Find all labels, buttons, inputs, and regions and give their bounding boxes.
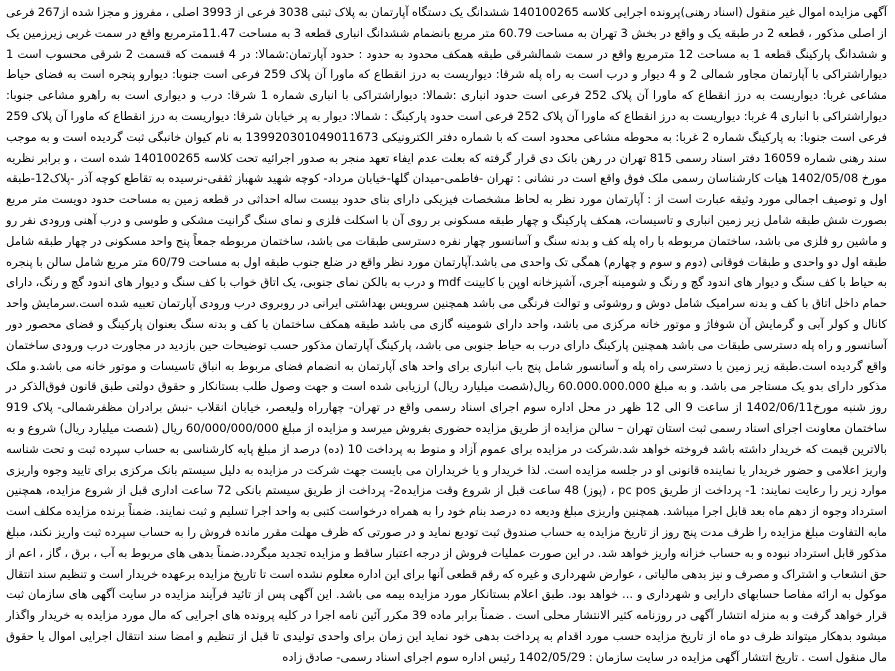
auction-notice-text: آگهی مزایده اموال غیر منقول (اسناد رهنی)پرونده اجرایی کلاسه 140100265 ششدانگ یک دستگاه آپارتمان به پلاک ثبتی 3038 فرعی از 3993 اصلی ، مفروز و مجزا شده از267 فرعی از اصلی مذکور ، قطعه 2 در طبقه یک و واقع در بخش 3 تهران به مساحت 60.79 متر مربع بانضمام ششدانگ انباری قطعه 3 به مساحت 11.47مترمربع واقع در سمت غربی زیرزمین یک و ششدانگ پارکینگ قطعه 1 به مساحت 12 مترمربع واقع در سمت شمالشرقی طبقه همکف محدود به حدود : حدود آپارتمان:شمالا: در 4 قسمت که قسمت 2 شرقی محسوب است 1 دیواراشتراکی با آپارتمان مجاور شمالی 2 و 4 دیوار و درب است به راه پله شرقا: دیواریست به درز انقطاع که ماورا آن پلاک 259 فرعی است جنوبا: دیوارو پنجره است به فضای حیاط مشاعی غربا: دیواریست به درز انقطاع که ماورا آن پلاک 252 فرعی است حدود انباری :شمالا: دیواراشتراکی با انباری شماره 1 شرقا: درب و دیواری است به راهرو مشاعی جنوبا: دیواراشتراکی با انباری 4 غربا: دیواریست به درز انقطاع که ماورا آن پلاک 252 فرعی است حدود پارکینگ : شمالا: دیوار به پر خیابان شرقا: دیواریست به درز انقطاع که ماورا آن پلاک 259 فرعی است جنوبا: به پارکینگ شماره 2 غربا: به محوطه مشاعی محدود است که با شماره دفتر الکترونیکی 139920301049011673 به نام کیوان خانبگی ثبت گردیده است و به موجب سند رهنی شماره 16059 دفتر اسناد رسمی 815 تهران در رهن بانک دی قرار گرفته که بعلت عدم ایفاء تعهد منجر به صدور اجرائیه تحت کلاسه 140100265 شده است ، و برابر نظریه مورخ 1402/05/08 هیات کارشناسان رسمی ملک فوق واقع است در نشانی : تهران -فاطمی-میدان گلها-خیابان مرداد- کوچه شهید شهباز ثقفی-نرسیده به تقاطع کوچه آذر -پلاک12-طبقه اول و توصیف اجمالی مورد وثیقه عبارت است از : آپارتمان مورد نظر به لحاظ مشخصات فیزیکی دارای بنای حدود بیست ساله احداثی در قطعه زمین به مساحت حدود دویست متر مربع بصورت شش طبقه شامل زیر زمین انباری و تاسیسات، همکف پارکینگ و چهار طبقه مسکونی بر روی آن با اسکلت فلزی و نمای سنگ گرانیت مشکی و طوسی و درب آهنی ورودی نفر رو و ماشین رو فلزی می باشد، ساختمان مربوطه با راه پله کف و بدنه سنگ و آسانسور چهار نفره دسترسی طبقات می باشد، ساختمان مربوطه جمعاً پنج واحد مسکونی در چهار طبقه شامل طبقه اول دو واحدی و طبقات فوقانی (دوم و سوم و چهارم) همگی تک واحدی می باشد.آپارتمان مورد نظر واقع در ضلع جنوب طبقه اول به مساحت 60/79 متر مربع شامل سالن با پنجره به حیاط با کف سنگ و دیوار های اندود گچ و رنگ و شومینه آجری، آشپزخانه اوپن با کابینت mdf و درب به بالکن نمای جنوبی، یک اتاق خواب با کف سنگ و دیوار های اندود گچ و رنگ، دارای حمام داخل اتاق با کف و بدنه سرامیک شامل دوش و روشوئی و توالت فرنگی می باشد همچنین سرویس بهداشتی ایرانی در روبروی درب ورودی آپارتمان تعبیه شده است.سرمایش واحد کانال و کولر آبی و گرمایش آن شوفاژ و موتور خانه مرکزی می باشد، واحد دارای شومینه گازی می باشد طبقه همکف ساختمان با کف و بدنه سنگ بعنوان پارکینگ و فضای محصور دور آسانسور و راه پله دسترسی طبقات می باشد همچنین پارکینگ دارای درب به حیاط جنوبی می باشد، پارکینگ آپارتمان مذکور حسب توضیحات حین بازدید در مجاورت درب ورودی ساختمان واقع گردیده است.طبقه زیر زمین با دسترسی راه پله و آسانسور شامل پنج باب انباری برای واحد های آپارتمان به انضمام فضای مربوط به انباق تاسیسات و موتور خانه می باشد.و ملک مذکور دارای بدو یک مستاجر می باشد. و به مبلغ 60.000.000.000 ریال(شصت میلیارد ریال) ارزیابی شده است و جهت وصول طلب بستانکار و حقوق دولتی طبق قانون فوق‌الذکر در روز شنبه مورخ1402/06/11 از ساعت 9 الی 12 ظهر در محل اداره سوم اجرای اسناد رسمی واقع در تهران- چهارراه ولیعصر، خیابان انقلاب -نبش برادران مظفرشمالی- پلاک 919 ساختمان معاونت اجرای اسناد رسمی ثبت استان تهران – سالن مزایده از طریق مزایده حضوری بفروش میرسد و مزایده از مبلغ 60/000/000/000 ریال (شصت میلیارد ریال) شروع و به بالاترین قیمت که خریدار داشته باشد فروخته خواهد شد.شرکت در مزایده برای عموم آزاد و منوط به پرداخت 10 (ده) درصد از مبلغ پایه کارشناسی به حساب سپرده ثبت و تحت شناسه واریز اعلامی و حضور خریدار یا نماینده قانونی او در جلسه مزایده است. لذا خریدار و یا خریداران می بایست جهت شرکت در مزایده به دلیل سیستم بانک مرکزی برای تایید وجوه واریزی موارد زیر را رعایت نمایند: 1- پرداخت از طریق pc pos ، (پوز) 48 ساعت قبل از شروع وقت مزایده2- پرداخت از طریق سیستم بانکی 72 ساعت اداری قبل از شروع مزایده، همچنین استرداد وجوه از دهم ماه بعد قابل اجرا میباشد. همچنین واریزی مبلغ ودیعه ده درصد بنام خود را به همراه درخواست کتبی به واحد اجرا تسلیم و ثبت نمایند. ضمناً برنده مزایده مکلف است مابه التفاوت مبلغ مزایده را ظرف مدت پنج روز از تاریخ مزایده به حساب صندوق ثبت تودیع نماید و در صورتی که ظرف مهلت مقرر مانده فروش را به حساب سپرده ثبت واریز نکند، مبلغ مذکور قابل استرداد نبوده و به حساب خزانه واریز خواهد شد. در این صورت عملیات فروش از درجه اعتبار ساقط و مزایده تجدید میگردد.ضمناً بدهی های مربوط به آب ، برق ، گاز ، اعم از حق انشعاب و اشتراک و مصرف و نیز بدهی مالیاتی ، عوارض شهرداری و غیره که رقم قطعی آنها برای این اداره معلوم نشده است تا تاریخ مزایده برعهده خریدار است و تنظیم سند انتقال موکول به ارائه مفاصا حسابهای دارایی و شهرداری و ... خواهد بود. طبق اعلام بستانکار مورد مزایده بیمه می باشد. این آگهی پس از تائید فرآیند مزایده در سایت آگهی های سازمان ثبت قرار خواهد گرفت و به منزله انتشار آگهی در روزنامه کثیر الانتشار محلی است . ضمناً برابر ماده 39 مکرر آئین نامه اجرا در کلیه پرونده های اجرایی که مال مورد مزایده به خریدار واگذار میشود بدهکار میتواند ظرف دو ماه از تاریخ مزایده حسب مورد اقدام به پرداخت بدهی خود نماید این زمان برای واحدی تولیدی تا قبل از تنظیم و امضا سند انتقال اجرایی اموال یا حقوق مال منقول است . تاریخ انتشار آگهی مزایده در سایت سازمان : 1402/05/29 رئیس اداره سوم اجرای اسناد رسمی- صادق زاده (6, 5, 888, 664)
